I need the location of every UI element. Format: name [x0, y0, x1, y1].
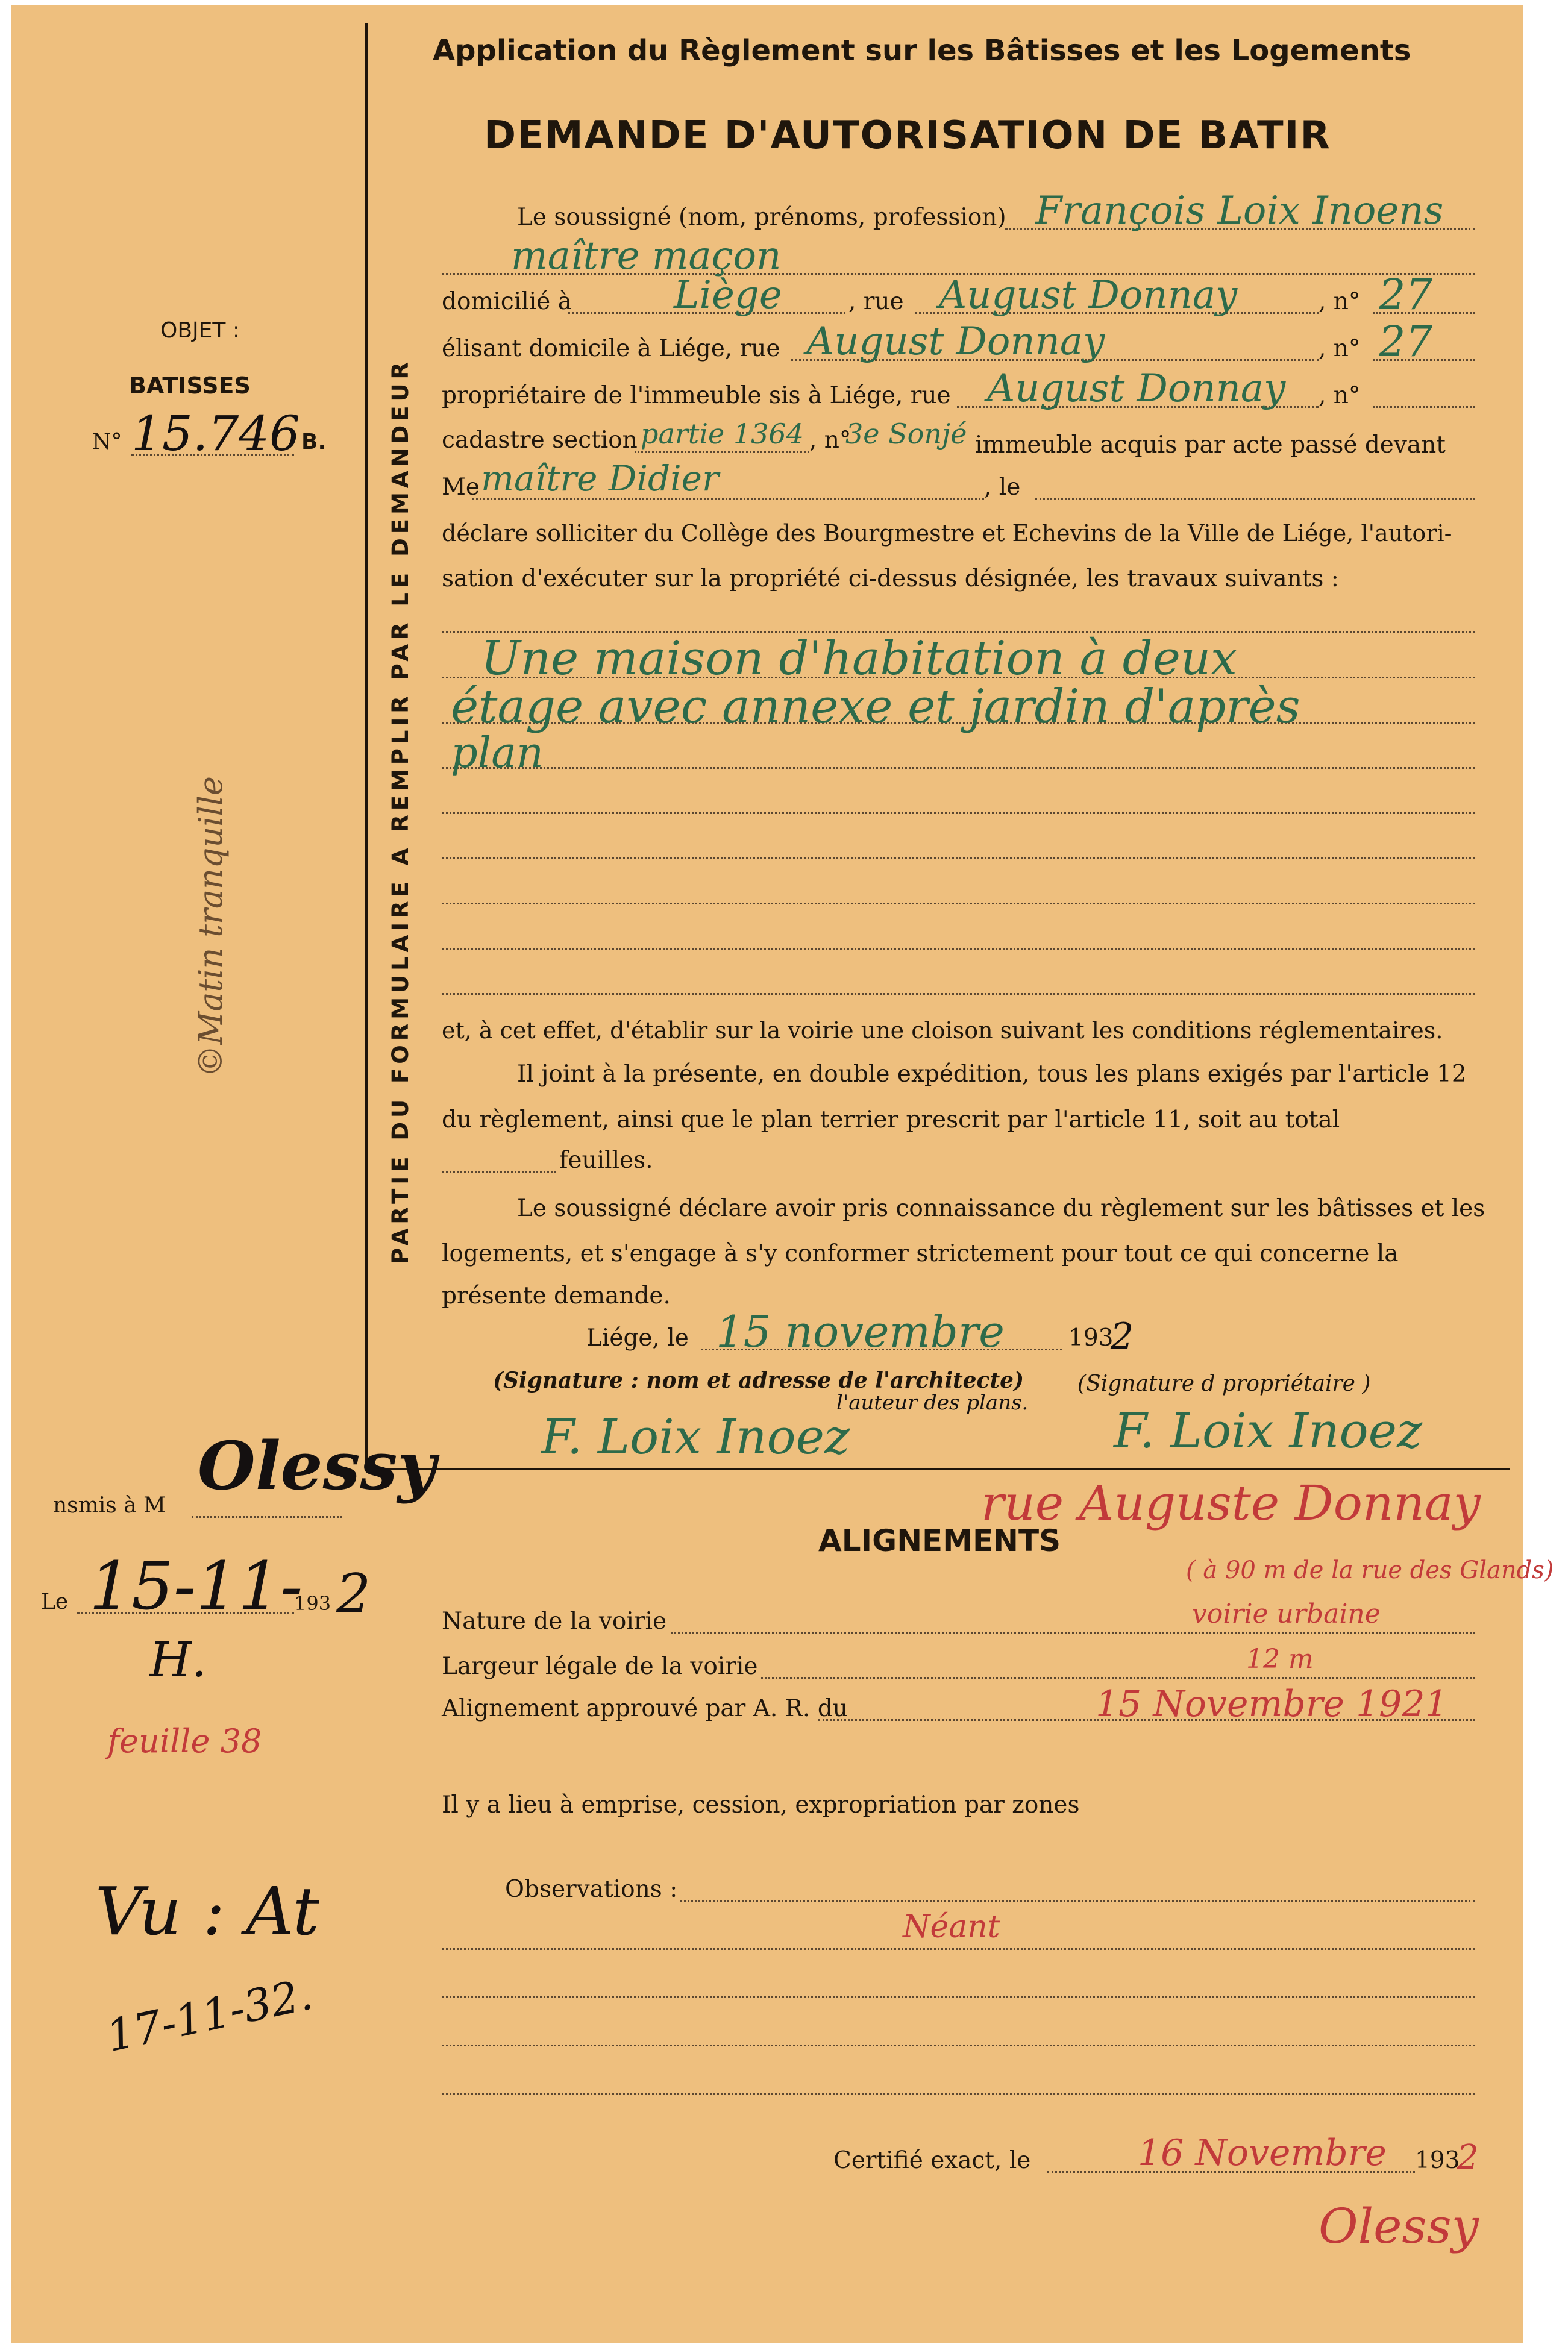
dossier-number: 15.746: [131, 406, 300, 462]
domicile-no-label: , n°: [1319, 288, 1361, 315]
elisant-street: August Donnay: [806, 319, 1105, 364]
observations-dots-3: [442, 1996, 1475, 1998]
cadastre-no-label: , n°: [809, 427, 851, 454]
domicile-rue-label: , rue: [848, 288, 904, 315]
soussigne-value: François Loix Inoens: [1035, 189, 1444, 233]
transmis-date: 15-11-: [89, 1547, 303, 1625]
travaux-line1: Une maison d'habitation à deux: [481, 631, 1238, 686]
domicile-street: August Donnay: [939, 273, 1238, 318]
number-suffix: B.: [301, 430, 327, 454]
alignement-value: 15 Novembre 1921: [1096, 1683, 1448, 1725]
certifie-year: 193: [1415, 2147, 1460, 2174]
cloison-line: et, à cet effet, d'établir sur la voirie une cloison suivant les conditions réglementaires.: [442, 1017, 1443, 1044]
certifie-label: Certifié exact, le: [833, 2147, 1031, 2174]
transmis-year: 193: [294, 1592, 331, 1615]
paper-sheet: [11, 5, 1554, 2343]
me-label: Me: [442, 474, 480, 501]
profession-value: maître maçon: [511, 234, 782, 278]
certifie-date: 16 Novembre: [1138, 2132, 1387, 2174]
application-line: Application du Règlement sur les Bâtisses et les Logements: [433, 34, 1411, 67]
transmis-year-digit: 2: [336, 1562, 371, 1626]
elisant-no-label: , n°: [1319, 335, 1361, 362]
date-year-digit: 2: [1111, 1315, 1134, 1358]
batisses-label: BATISSES: [129, 372, 251, 399]
vu-date: 17-11-32.: [102, 1968, 317, 2062]
certifie-signature: Olessy: [1319, 2198, 1479, 2254]
travaux-dots-5: [442, 812, 1475, 814]
emprise-line: Il y a lieu à emprise, cession, expropriation par zones: [442, 1791, 1080, 1819]
largeur-value: 12 m: [1246, 1644, 1314, 1675]
declare2-line2: logements, et s'engage à s'y conformer strictement pour tout ce qui concerne la: [442, 1240, 1399, 1267]
transmis-label: nsmis à M: [53, 1493, 166, 1518]
number-prefix: N°: [92, 430, 122, 454]
travaux-dots-7: [442, 903, 1475, 904]
date-handwritten: 15 novembre: [716, 1306, 1005, 1357]
le-label: Le: [41, 1590, 69, 1614]
domicile-no: 27: [1379, 270, 1433, 319]
declare2-line1: Le soussigné déclare avoir pris connaissance du règlement sur les bâtisses et les: [517, 1195, 1485, 1222]
notaire-le-label: , le: [984, 474, 1021, 501]
certifie-year-digit: 2: [1457, 2138, 1479, 2177]
proprietaire-label: propriétaire de l'immeuble sis à Liége, rue: [442, 382, 951, 409]
observations-dots-1: [680, 1900, 1475, 1902]
date-prefix: Liége, le: [586, 1324, 689, 1352]
initial: H.: [149, 1632, 207, 1688]
cadastre-value: partie 1364: [641, 418, 804, 450]
travaux-dots-4: [442, 767, 1475, 769]
domicile-city: Liège: [674, 273, 782, 318]
cadastre-dots: [635, 451, 809, 453]
proprietaire-no-dots: [1373, 406, 1475, 408]
signature-proprietaire: F. Loix Inoez: [1114, 1403, 1423, 1459]
vu-note: Vu : At: [95, 1873, 319, 1950]
date-year: 193: [1068, 1324, 1114, 1352]
largeur-label: Largeur légale de la voirie: [442, 1653, 758, 1680]
objet-label: OBJET :: [160, 318, 240, 343]
observations-dots-4: [442, 2044, 1475, 2046]
travaux-dots-6: [442, 857, 1475, 859]
elisant-no: 27: [1379, 317, 1433, 366]
declare2-line3: présente demande.: [442, 1282, 671, 1309]
nature-label: Nature de la voirie: [442, 1608, 667, 1635]
soussigne-label: Le soussigné (nom, prénoms, profession): [517, 204, 1006, 231]
nature-value: voirie urbaine: [1192, 1599, 1381, 1629]
nature-dots: [671, 1632, 1475, 1634]
observations-dots-5: [442, 2093, 1475, 2095]
sig-architecte-correction: l'auteur des plans.: [836, 1391, 1029, 1415]
cadastre-no-value: 3e Sonjé: [845, 418, 967, 450]
proprietaire-street: August Donnay: [987, 366, 1286, 411]
joint-line1: Il joint à la présente, en double expédition, tous les plans exigés par l'article 12: [517, 1061, 1467, 1088]
sig-architecte-label: (Signature : nom et adresse de l'architecte): [493, 1368, 1024, 1393]
cadastre-label: cadastre section: [442, 427, 638, 454]
observations-value: Néant: [903, 1909, 1000, 1945]
notaire-value: maître Didier: [481, 458, 719, 499]
vertical-rule: [365, 23, 368, 1469]
declare-line2: sation d'exécuter sur la propriété ci-dessus désignée, les travaux suivants :: [442, 565, 1339, 592]
notaire-le-dots: [1035, 498, 1475, 500]
horizontal-rule: [365, 1468, 1510, 1470]
joint-line3: feuilles.: [559, 1147, 653, 1174]
elisant-label: élisant domicile à Liége, rue: [442, 335, 780, 362]
feuilles-dots: [442, 1171, 556, 1173]
watermark: ©Matin tranquille: [192, 776, 230, 1077]
observations-label: Observations :: [505, 1876, 678, 1903]
form-title: DEMANDE D'AUTORISATION DE BATIR: [484, 113, 1331, 158]
joint-line2: du règlement, ainsi que le plan terrier prescrit par l'article 11, soit au total: [442, 1106, 1340, 1133]
domicile-label: domicilié à: [442, 288, 572, 315]
travaux-dots-8: [442, 948, 1475, 950]
signature-architecte: F. Loix Inoez: [541, 1409, 850, 1465]
alignements-title: ALIGNEMENTS: [818, 1523, 1061, 1558]
declare-line1: déclare solliciter du Collège des Bourgmestre et Echevins de la Ville de Liége, l'autori-: [442, 520, 1452, 547]
side-label: PARTIE DU FORMULAIRE A REMPLIR PAR LE DEMANDEUR: [387, 357, 413, 1264]
feuille-note: feuille 38: [107, 1722, 262, 1760]
observations-dots-2: [442, 1948, 1475, 1950]
sig-proprietaire-label: (Signature d propriétaire ): [1077, 1371, 1371, 1396]
largeur-dots: [761, 1677, 1475, 1679]
proprietaire-no-label: , n°: [1319, 382, 1361, 409]
alignement-label: Alignement approuvé par A. R. du: [442, 1695, 848, 1722]
alignement-red-note: ( à 90 m de la rue des Glands): [1186, 1556, 1554, 1584]
travaux-line3: plan: [451, 728, 544, 777]
travaux-line2: étage avec annexe et jardin d'après: [451, 680, 1300, 734]
transmis-to: Olessy: [198, 1427, 436, 1505]
alignement-red-street: rue Auguste Donnay: [981, 1475, 1481, 1531]
acquis-label: immeuble acquis par acte passé devant: [975, 431, 1446, 459]
transmis-dots: [192, 1516, 342, 1518]
travaux-dots-9: [442, 993, 1475, 995]
